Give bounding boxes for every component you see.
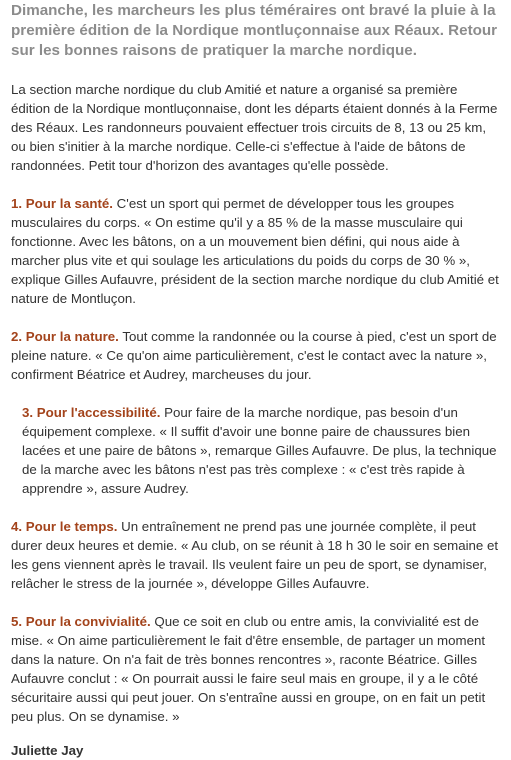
point-nature-text: Tout comme la randonnée ou la course à pied, c'est un sport de pleine nature. « Ce qu'on aime particulièrement, c'est le contact avec la nature », confirment Béatrice et Audrey, marcheuses du jour. xyxy=(11,329,497,382)
article-intro: La section marche nordique du club Amitié et nature a organisé sa première édition de la Nordique montluçonnaise, dont les départs étaient donnés à la Ferme des Réaux. Les randonneurs pouvaient effectuer trois circuits de 8, 13 ou 25 km, ou bien s'initier à la marche nordique. Celle-ci s'effectue à l'aide de bâtons de randonnées. Petit tour d'horizon des avantages qu'elle possède. xyxy=(11,82,498,173)
point-conviviality-text: Que ce soit en club ou entre amis, la convivialité est de mise. « On aime particulièrement le fait d'être ensemble, de partager un moment dans la nature. On n'a fait de très bonnes rencontres », raconte Béatrice. Gilles Aufauvre conclut : « On pourrait aussi le faire seul mais en groupe, il y a le côté sécuritaire aussi qui peut jouer. On s'entraîne aussi en groupe, on en fait un petit peu plus. On se dynamise. » xyxy=(11,614,486,724)
point-accessibility xyxy=(11,403,500,498)
point-nature-title: 2. Pour la nature. xyxy=(11,329,119,344)
point-health-text: C'est un sport qui permet de développer tous les groupes musculaires du corps. « On estime qu'il y a 85 % de la masse musculaire qui fonctionne. Avec les bâtons, on a un mouvement bien défini, qui nous aide à marcher plus vite et qui soulage les articulations du poids du corps de 30 % », explique Gilles Aufauvre, président de la section marche nordique du club Amitié et nature de Montluçon. xyxy=(11,196,499,306)
author-signature: Juliette Jay xyxy=(11,743,84,758)
point-accessibility-text: Pour faire de la marche nordique, pas besoin d'un équipement complexe. « Il suffit d'avoir une bonne paire de chaussures bien lacées et une paire de bâtons », remarque Gilles Aufauvre. De plus, la technique de la marche avec les bâtons n'est pas très complexe : « c'est très rapide à apprendre », assure Audrey. xyxy=(22,405,497,496)
point-conviviality-title: 5. Pour la convivialité. xyxy=(11,614,151,629)
point-accessibility-title: 3. Pour l'accessibilité. xyxy=(22,405,161,420)
point-health-title: 1. Pour la santé. xyxy=(11,196,113,211)
point-conviviality xyxy=(11,612,500,726)
point-time xyxy=(11,517,500,593)
point-health xyxy=(11,194,500,308)
point-time-title: 4. Pour le temps. xyxy=(11,519,118,534)
point-nature xyxy=(11,327,500,384)
article-lead: Dimanche, les marcheurs les plus téméraires ont bravé la pluie à la première édition de la Nordique montluçonnaise aux Réaux. Retour sur les bonnes raisons de pratiquer la marche nordique. xyxy=(11,2,498,59)
point-time-text: Un entraînement ne prend pas une journée complète, il peut durer deux heures et demie. « Au club, on se réunit à 18 h 30 le soir en semaine et les gens viennent après le travail. Ils veulent faire un peu de sport, se dynamiser, relâcher le stress de la journée », développe Gilles Aufauvre. xyxy=(11,519,499,591)
